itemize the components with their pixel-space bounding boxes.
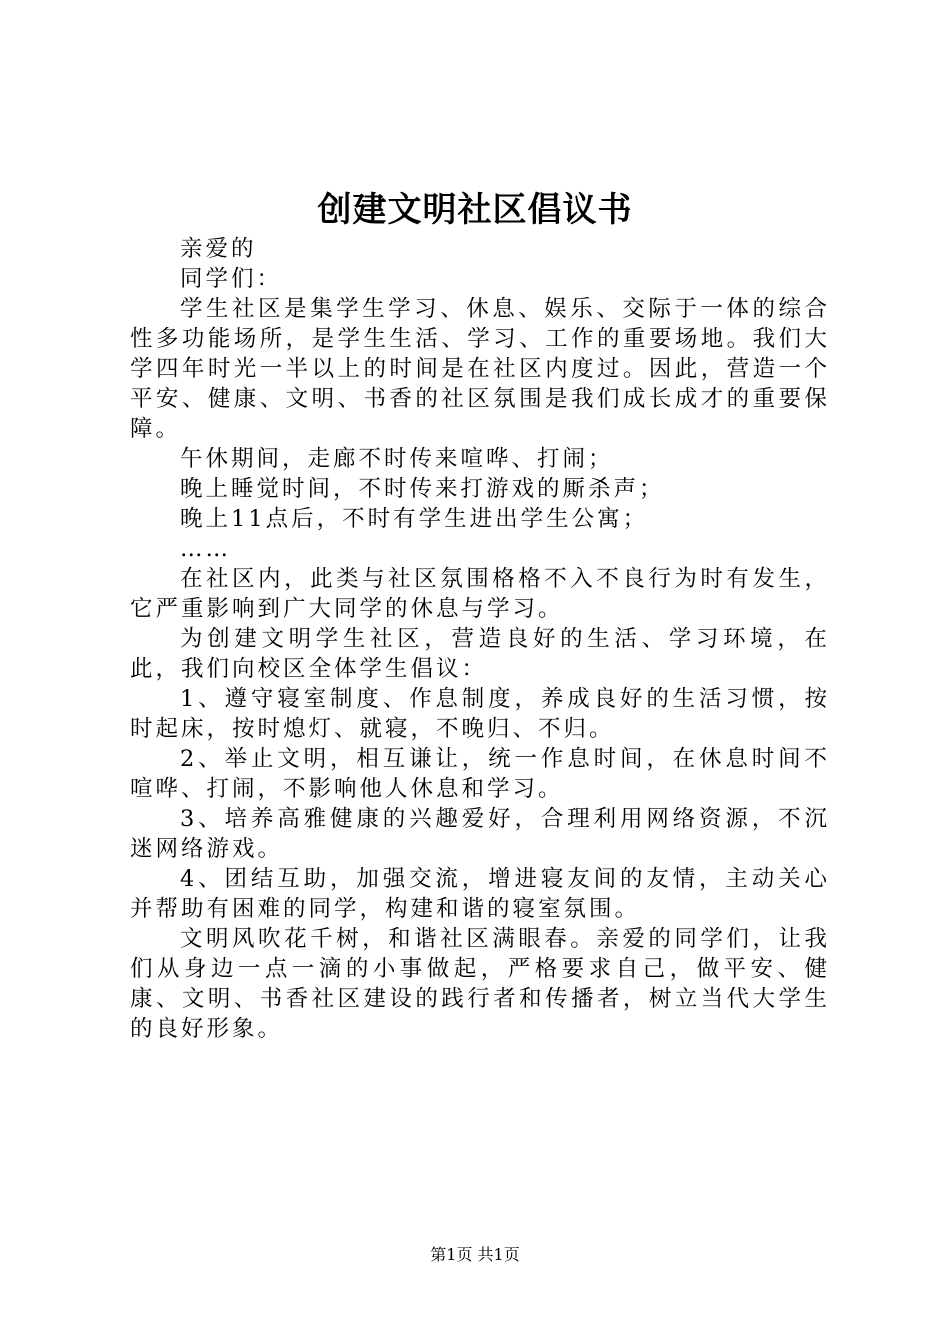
proposal-intro-paragraph: 为创建文明学生社区，营造良好的生活、学习环境，在此，我们向校区全体学生倡议： <box>130 626 830 682</box>
closing-paragraph: 文明风吹花千树，和谐社区满眼春。亲爱的同学们，让我们从身边一点一滴的小事做起，严格要求自己，做平安、健康、文明、书香社区建设的践行者和传播者，树立当代大学生的良好形象。 <box>130 926 830 1042</box>
proposal-item-2: 2、举止文明，相互谦让，统一作息时间，在休息时间不喧哗、打闹，不影响他人休息和学习。 <box>130 746 830 802</box>
proposal-item-3: 3、培养高雅健康的兴趣爱好，合理利用网络资源，不沉迷网络游戏。 <box>130 806 830 862</box>
issue-line-1: 午休期间，走廊不时传来喧哗、打闹； <box>180 446 614 472</box>
ellipsis-line: …… <box>180 536 231 562</box>
document-title: 创建文明社区倡议书 <box>317 190 633 230</box>
greeting-line-1: 亲爱的 <box>180 236 257 262</box>
intro-paragraph: 学生社区是集学生学习、休息、娱乐、交际于一体的综合性多功能场所，是学生生活、学习、工作的重要场地。我们大学四年时光一半以上的时间是在社区内度过。因此，营造一个平安、健康、文明、书香的社区氛围是我们成长成才的重要保障。 <box>130 296 830 442</box>
page-number-footer: 第1页 共1页 <box>430 1245 520 1264</box>
issue-line-2: 晚上睡觉时间，不时传来打游戏的厮杀声； <box>180 476 665 502</box>
greeting-line-2: 同学们： <box>180 266 283 292</box>
document-body <box>130 234 830 1044</box>
proposal-item-4: 4、团结互助，加强交流，增进寝友间的友情，主动关心并帮助有困难的同学，构建和谐的寝室氛围。 <box>130 866 830 922</box>
issue-line-3: 晚上11点后，不时有学生进出学生公寓； <box>180 506 649 532</box>
impact-paragraph: 在社区内，此类与社区氛围格格不入不良行为时有发生，它严重影响到广大同学的休息与学习。 <box>130 566 830 622</box>
proposal-item-1: 1、遵守寝室制度、作息制度，养成良好的生活习惯，按时起床，按时熄灯、就寝，不晚归、不归。 <box>130 686 830 742</box>
